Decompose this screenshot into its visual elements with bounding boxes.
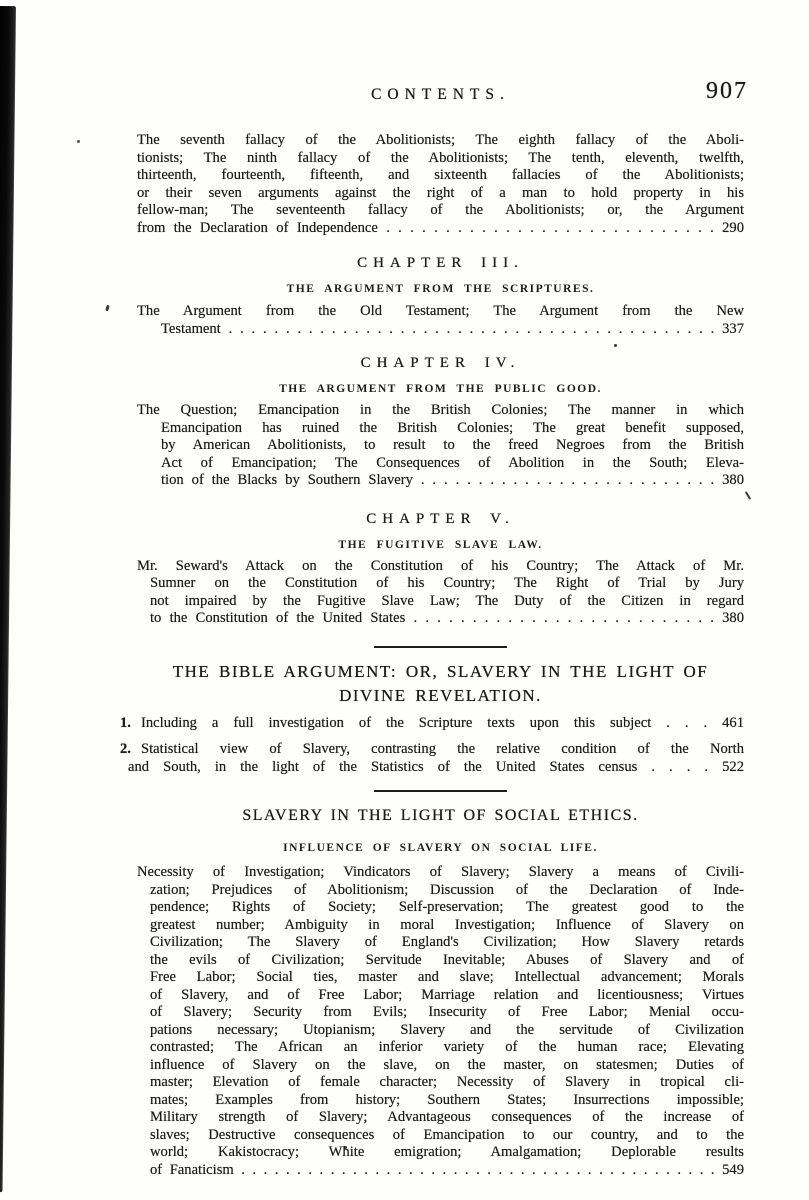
section-title-line: DIVINE REVELATION. <box>339 685 542 705</box>
chapter-heading-4: CHAPTER IV. <box>360 355 521 371</box>
chapter-heading-5: CHAPTER V. <box>366 510 515 527</box>
toc-line: slaves; Destructive consequences of Emancipation to our country, and to the <box>150 1126 744 1143</box>
chapter-subheading-4: THE ARGUMENT FROM THE PUBLIC GOOD. <box>279 383 602 395</box>
toc-line: Necessity of Investigation; Vindicators of Slavery; Slavery a means of Civili- <box>137 864 744 880</box>
entry-number: 1. <box>120 714 131 731</box>
toc-entry-social-life <box>137 864 744 1179</box>
toc-line: The Argument from the Old Testament; The Argument from the New <box>137 303 744 319</box>
toc-line: influence of Slavery on the slave, on the master, on statesmen; Duties of <box>150 1056 744 1073</box>
chapter-subheading-5: THE FUGITIVE SLAVE LAW. <box>338 538 543 551</box>
entry-body <box>128 741 744 776</box>
section-title-line: THE BIBLE ARGUMENT: OR, SLAVERY IN THE LIGHT OF <box>172 661 709 681</box>
section-title-social-ethics: SLAVERY IN THE LIGHT OF SOCIAL ETHICS. <box>242 807 639 824</box>
toc-line: or their seven arguments against the right of a man to hold property in his <box>137 184 744 201</box>
toc-line: by American Abolitionists, to result to the freed Negroes from the British <box>161 437 744 453</box>
chapter-heading-3: CHAPTER III. <box>357 255 524 271</box>
numbered-entry-1 <box>120 715 744 733</box>
toc-entry-public-good <box>137 402 744 490</box>
toc-line-page-ref: tion of the Blacks by Southern Slavery . . . . . . . . . . . . . . . . . . . . . . . . . . 380 <box>161 472 744 488</box>
toc-line: Mr. Seward's Attack on the Constitution of his Country; The Attack of Mr. <box>137 557 744 574</box>
toc-line: pendence; Rights of Society; Self-preservation; The greatest good to the <box>150 899 744 915</box>
book-spine-shadow <box>0 6 16 1192</box>
toc-line: of Slavery, and of Free Labor; Marriage relation and licentiousness; Virtues <box>150 986 744 1003</box>
entry-body <box>141 715 744 733</box>
toc-entry-scriptures <box>137 303 744 338</box>
numbered-entry-2 <box>120 741 744 776</box>
toc-line-page-ref: Testament . . . . . . . . . . . . . . . . . . . . . . . . . . . . . . . . . . . . . . . . . . . 337 <box>161 320 744 337</box>
toc-line: master; Elevation of female character; Necessity of Slavery in tropical cli- <box>150 1074 744 1090</box>
toc-line: mates; Examples from history; Southern States; Insurrections impossible; <box>150 1091 744 1108</box>
ink-speck <box>105 305 109 312</box>
toc-line: of Slavery; Security from Evils; Insecurity of Free Labor; Menial occu- <box>150 1004 744 1020</box>
ink-speck <box>745 491 751 500</box>
toc-entry-fugitive-slave-law <box>137 558 744 628</box>
toc-line-page-ref: and South, in the light of the Statistics of the United States census . . . . 522 <box>128 758 744 775</box>
toc-line: contrasted; The African an inferior variety of the human race; Elevating <box>150 1039 744 1055</box>
ink-speck <box>77 140 80 143</box>
section-divider <box>374 790 507 792</box>
toc-line-page-ref: to the Constitution of the United States . . . . . . . . . . . . . . . . . . . . . . . . . . 380 <box>150 610 744 626</box>
section-subtitle-social-life: INFLUENCE OF SLAVERY ON SOCIAL LIFE. <box>283 842 598 854</box>
toc-line: Statistical view of Slavery, contrasting the relative condition of the North <box>141 741 744 757</box>
page-header <box>137 78 748 106</box>
toc-line: not impaired by the Fugitive Slave Law; The Duty of the Citizen in regard <box>150 592 744 609</box>
toc-line: fellow-man; The seventeenth fallacy of the Abolitionists; or, the Argument <box>137 202 744 218</box>
toc-line: pations necessary; Utopianism; Slavery and the servitude of Civilization <box>150 1021 744 1038</box>
toc-line: Sumner on the Constitution of his Country; The Right of Trial by Jury <box>150 575 744 591</box>
section-divider <box>374 646 507 648</box>
toc-line: the evils of Civilization; Servitude Inevitable; Abuses of Slavery and of <box>150 951 744 968</box>
toc-line: zation; Prejudices of Abolitionism; Discussion of the Declaration of Inde- <box>150 881 744 898</box>
toc-line: The seventh fallacy of the Abolitionists; The eighth fallacy of the Aboli- <box>137 132 744 148</box>
toc-line-page-ref: Including a full investigation of the Scripture texts upon this subject . . . 461 <box>141 714 744 731</box>
page-number: 907 <box>706 78 748 104</box>
toc-entry-abolitionist-fallacies <box>137 132 744 237</box>
chapter-subheading-3: THE ARGUMENT FROM THE SCRIPTURES. <box>286 283 595 295</box>
page-content <box>120 0 748 1179</box>
toc-line: greatest number; Ambiguity in moral Investigation; Influence of Slavery on <box>150 916 744 933</box>
entry-number: 2. <box>120 741 131 757</box>
running-header-title: CONTENTS. <box>371 86 510 103</box>
toc-line: Free Labor; Social ties, master and slave; Intellectual advancement; Morals <box>150 969 744 985</box>
toc-line-page-ref: of Fanaticism . . . . . . . . . . . . . . . . . . . . . . . . . . . . . . . . . . . . . . . . . . . 549 <box>150 1161 744 1178</box>
toc-line-page-ref: from the Declaration of Independence . . . . . . . . . . . . . . . . . . . . . . . . . . . . 290 <box>137 219 744 236</box>
toc-line: Emancipation has ruined the British Colonies; The great benefit supposed, <box>161 419 744 436</box>
toc-line: world; Kakistocracy; White emigration; Amalgamation; Deplorable results <box>150 1144 744 1160</box>
toc-line: Civilization; The Slavery of England's Civilization; How Slavery retards <box>150 934 744 950</box>
section-title-bible-argument <box>137 660 744 708</box>
toc-line: tionists; The ninth fallacy of the Abolitionists; The tenth, eleventh, twelfth, <box>137 149 744 166</box>
toc-line: Act of Emancipation; The Consequences of Abolition in the South; Eleva- <box>161 454 744 471</box>
toc-line: thirteenth, fourteenth, fifteenth, and sixteenth fallacies of the Abolitionists; <box>137 167 744 183</box>
toc-line: The Question; Emancipation in the British Colonies; The manner in which <box>137 402 744 418</box>
toc-line: Military strength of Slavery; Advantageous consequences of the increase of <box>150 1109 744 1125</box>
